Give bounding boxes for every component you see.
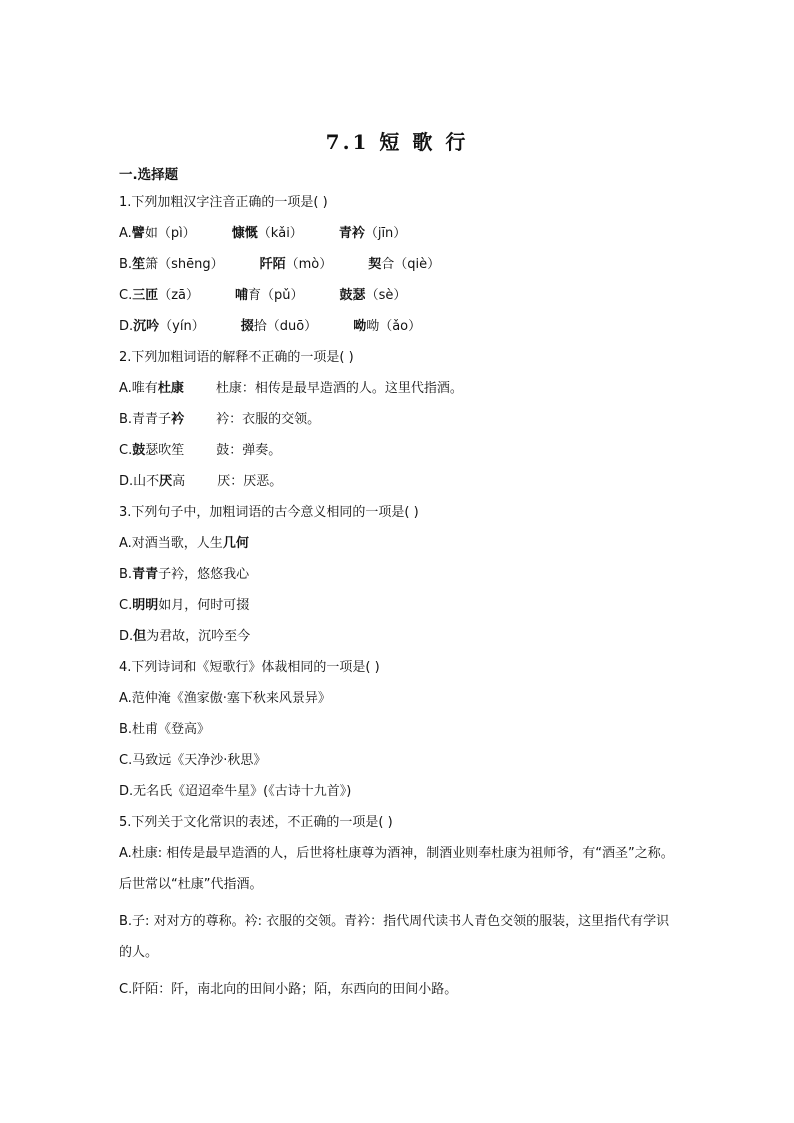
q5-option-c[interactable]: C.阡陌：阡，南北向的田间小路；陌，东西向的田间小路。 [119,982,458,997]
q4-option-c[interactable]: C.马致远《天净沙·秋思》 [119,753,267,768]
q5-stem: 5.下列关于文化常识的表述，不正确的一项是( ) [119,815,393,830]
q4-option-a[interactable]: A.范仲淹《渔家傲·塞下秋来风景异》 [119,691,331,706]
q1-option-d[interactable]: D.沉吟（yín） 掇拾（duō） 呦呦（ǎo） [119,319,422,334]
q2-option-a[interactable]: A.唯有杜康 杜康：相传是最早造酒的人。这里代指酒。 [119,381,463,396]
q5-option-b[interactable]: B.子: 对对方的尊称。衿: 衣服的交领。青衿：指代周代读书人青色交领的服装，这里指代有学识的人。 [119,914,670,960]
q1-stem: 1.下列加粗汉字注音正确的一项是( ) [119,195,328,210]
question-list [119,194,679,1018]
section-heading: 一.选择题 [119,167,179,183]
q3-option-c[interactable]: C.明明如月，何时可掇 [119,598,250,613]
q2-option-b[interactable]: B.青青子衿 衿：衣服的交领。 [119,412,321,427]
q2-stem: 2.下列加粗词语的解释不正确的一项是( ) [119,350,354,365]
q1-option-a[interactable]: A.譬如（pì） 慷慨（kǎi） 青衿（jīn） [119,226,407,241]
q3-stem: 3.下列句子中，加粗词语的古今意义相同的一项是( ) [119,505,419,520]
document-title: 7.1 短 歌 行 [325,130,469,154]
q5-option-a[interactable]: A.杜康: 相传是最早造酒的人，后世将杜康尊为酒神，制酒业则奉杜康为祖师爷，有“酒圣”之称。后世常以“杜康”代指酒。 [119,846,674,892]
q2-option-d[interactable]: D.山不厌高 厌：厌恶。 [119,474,283,489]
q1-option-b[interactable]: B.笙箫（shēng） 阡陌（mò） 契合（qiè） [119,257,441,272]
q3-option-b[interactable]: B.青青子衿，悠悠我心 [119,567,250,582]
q4-option-b[interactable]: B.杜甫《登高》 [119,722,211,737]
q4-stem: 4.下列诗词和《短歌行》体裁相同的一项是( ) [119,660,380,675]
q3-option-a[interactable]: A.对酒当歌，人生几何 [119,536,249,551]
q2-option-c[interactable]: C.鼓瑟吹笙 鼓：弹奏。 [119,443,282,458]
q3-option-d[interactable]: D.但为君故，沉吟至今 [119,629,251,644]
q1-option-c[interactable]: C.三匝（zā） 哺育（pǔ） 鼓瑟（sè） [119,288,407,303]
q4-option-d[interactable]: D.无名氏《迢迢牵牛星》(《古诗十九首》) [119,784,352,799]
